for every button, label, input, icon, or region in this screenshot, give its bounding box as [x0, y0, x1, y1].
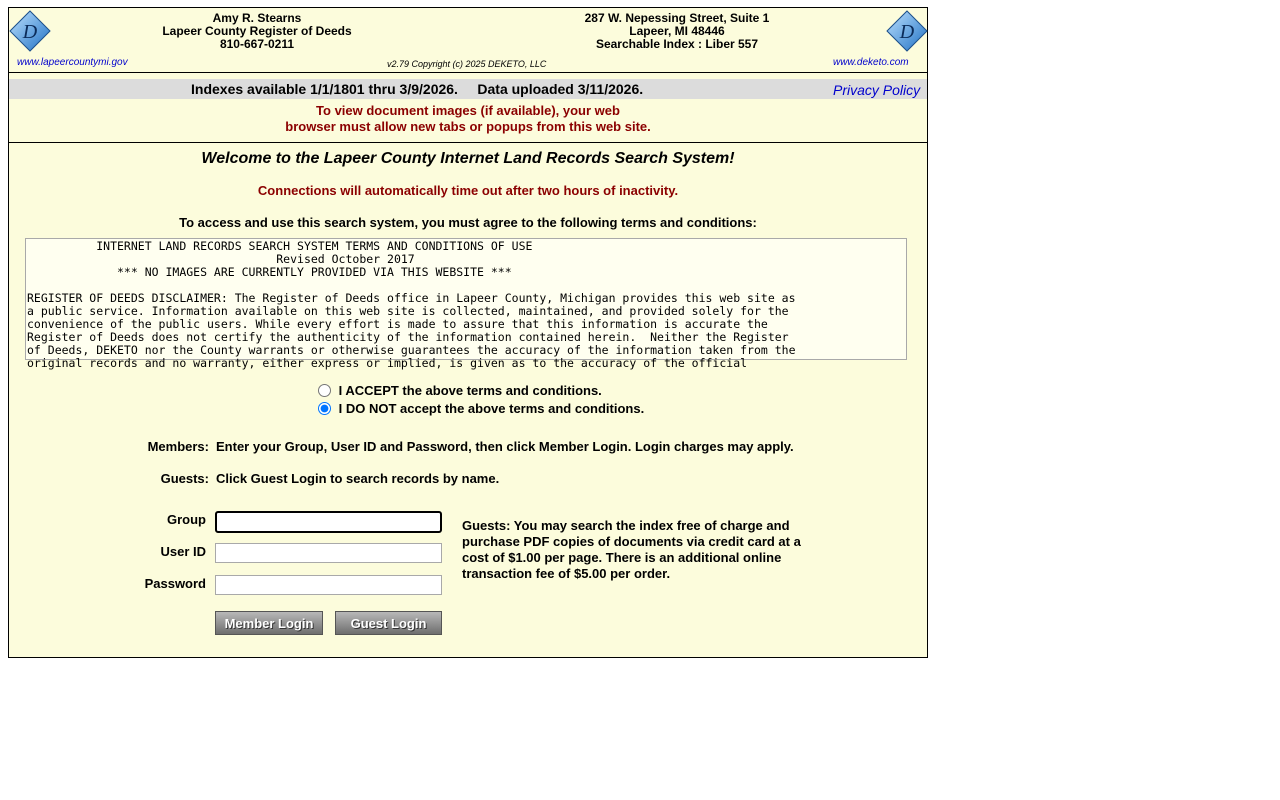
terms-instruction: To access and use this search system, you must agree to the following terms and conditions: [179, 215, 757, 230]
main-frame [8, 7, 928, 658]
terms-textarea[interactable]: INTERNET LAND RECORDS SEARCH SYSTEM TERMS AND CONDITIONS OF USE Revised October 2017 *** NO IMAGES ARE CURRENTLY PROVIDED VIA THIS WEBSITE *** REGISTER OF DEEDS DISCLAIMER: The Register of Deeds office in Lapeer County, Michigan provides this web site as a public service. Information available on this web site is collected, maintained, and provided solely for the convenience of the public users. While every effort is made to assure that this information is accurate the Register of Deeds does not certify the authenticity of the information contained herein. Neither the Register of Deeds, DEKETO nor the County warrants or otherwise guarantees the accuracy of the information taken from the original records and no warranty, either express or implied, is given as to the accuracy of the official [25, 238, 907, 360]
accept-terms-label: I ACCEPT the above terms and conditions. [338, 383, 602, 398]
guests-label: Guests: [160, 471, 209, 486]
password-input[interactable] [215, 575, 442, 595]
members-instructions: Enter your Group, User ID and Password, then click Member Login. Login charges may apply. [216, 439, 794, 454]
section-divider [9, 142, 927, 143]
group-label: Group [167, 512, 206, 527]
timeout-notice: Connections will automatically time out after two hours of inactivity. [257, 183, 679, 198]
index-availability-text: Indexes available 1/1/1801 thru 3/9/2026. Data uploaded 3/11/2026. [191, 81, 644, 97]
decline-terms-label: I DO NOT accept the above terms and conditions. [338, 401, 645, 416]
guest-pricing-note: Guests: You may search the index free of charge and purchase PDF copies of documents via credit card at a cost of $1.00 per page. There is an additional online transaction fee of $5.00 per order. [462, 518, 801, 581]
privacy-policy-link[interactable]: Privacy Policy [833, 82, 921, 98]
county-website-link[interactable]: www.lapeercountymi.gov [17, 57, 128, 68]
guests-instructions: Click Guest Login to search records by name. [216, 471, 500, 486]
register-office: Lapeer County Register of Deeds [162, 24, 352, 38]
popup-notice [9, 103, 927, 135]
guest-login-button[interactable]: Guest Login [335, 611, 442, 635]
header [9, 8, 927, 71]
members-label: Members: [147, 439, 209, 454]
group-input[interactable] [215, 511, 442, 533]
deketo-logo-left-icon [9, 10, 51, 52]
accept-terms-option[interactable] [318, 383, 602, 398]
office-address [552, 12, 802, 51]
userid-input[interactable] [215, 543, 442, 563]
popup-notice-line2: browser must allow new tabs or popups from this web site. [285, 119, 651, 134]
popup-notice-line1: To view document images (if available), your web [316, 103, 620, 118]
logo-right-letter: D [899, 21, 915, 43]
decline-terms-radio[interactable] [318, 402, 331, 415]
address-street: 287 W. Nepessing Street, Suite 1 [584, 11, 770, 25]
index-info-band [9, 79, 927, 99]
header-divider [9, 72, 927, 73]
register-info [157, 12, 357, 51]
member-login-button[interactable]: Member Login [215, 611, 323, 635]
userid-label: User ID [160, 544, 206, 559]
searchable-index: Searchable Index : Liber 557 [595, 37, 759, 51]
register-phone: 810-667-0211 [219, 37, 295, 51]
deketo-logo-right-icon [886, 10, 928, 52]
register-name: Amy R. Stearns [212, 11, 302, 25]
password-label: Password [144, 576, 206, 591]
deketo-website-link[interactable]: www.deketo.com [833, 57, 909, 68]
copyright-text: v2.79 Copyright (c) 2025 DEKETO, LLC [387, 59, 547, 69]
decline-terms-option[interactable] [318, 401, 644, 416]
welcome-heading: Welcome to the Lapeer County Internet Land Records Search System! [201, 150, 735, 167]
logo-left-letter: D [22, 21, 38, 43]
accept-terms-radio[interactable] [318, 384, 331, 397]
address-city: Lapeer, MI 48446 [629, 24, 725, 38]
